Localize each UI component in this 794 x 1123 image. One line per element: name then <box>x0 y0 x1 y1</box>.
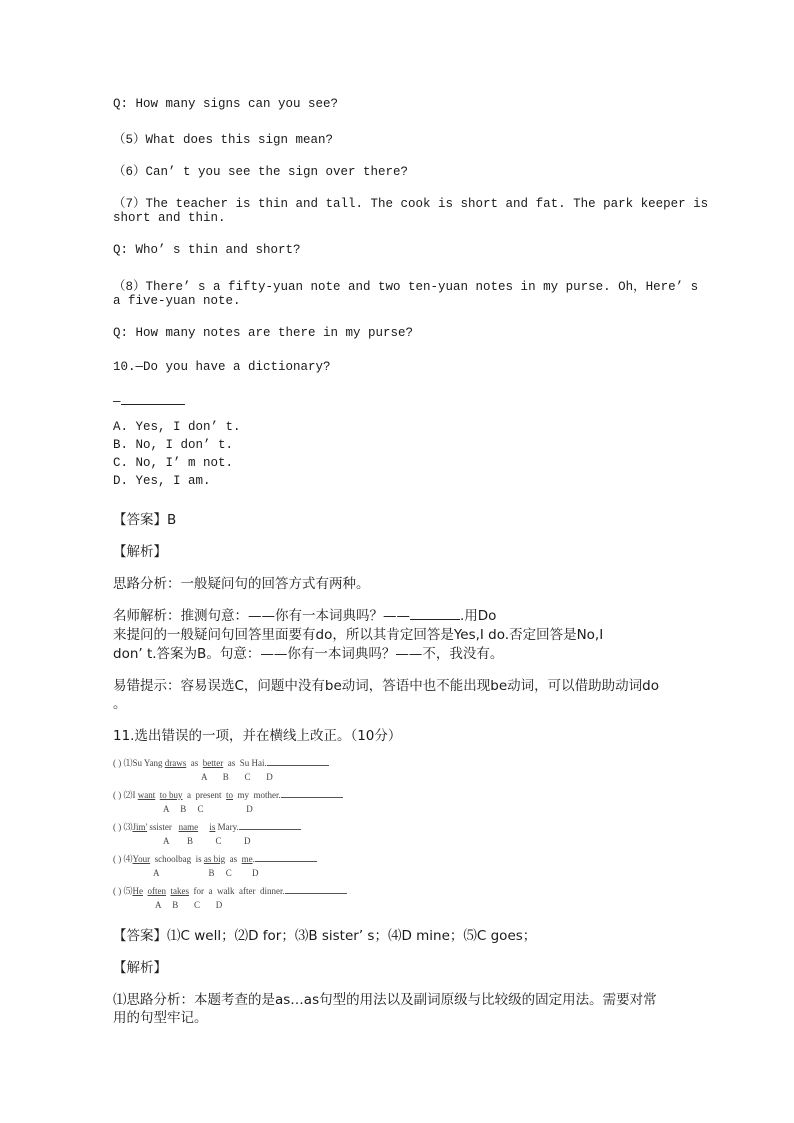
answer-blank <box>252 853 317 864</box>
text-span: . <box>252 854 255 864</box>
text-span: a present <box>182 790 226 800</box>
answer-blank <box>281 789 343 798</box>
underlined-option: to <box>226 790 234 800</box>
question-line: （6）Can’ t you see the sign over there? <box>113 165 409 179</box>
text-span: Su Hai. <box>239 758 267 768</box>
q11-answer: 【答案】⑴C well；⑵D for；⑶B sister’ s；⑷D mine；⑸C goes； <box>113 928 537 944</box>
underlined-option: to buy <box>159 790 183 800</box>
bracket-number: ( ) ⑴ <box>113 758 133 768</box>
q11-idea-line: ⑴思路分析：本题考查的是as…as句型的用法以及副词原级与比较级的固定用法。需要对常 <box>113 992 657 1008</box>
reply-dash: — <box>113 395 121 409</box>
q11-analysis-heading: 【解析】 <box>113 960 167 976</box>
text-span: 名师解析：推测句意：——你有一本词典吗？—— <box>113 608 410 624</box>
option-letters: A B C D <box>163 804 253 814</box>
underlined-option: name <box>178 822 199 832</box>
text-span: my mother. <box>233 790 281 800</box>
bracket-number: ( ) ⑶ <box>113 822 133 832</box>
paragraph-line: （8）There’ s a fifty-yuan note and two ten-yuan notes in my purse. Oh，Here’ s <box>113 280 699 294</box>
underlined-option: is <box>209 822 216 832</box>
exercise-row <box>113 756 329 769</box>
question-line: Q: How many notes are there in my purse? <box>113 326 414 340</box>
answer-blank <box>239 821 301 830</box>
underlined-option: as big <box>203 854 226 864</box>
q10-teacher-line <box>113 604 496 624</box>
underlined-option: better <box>202 758 224 768</box>
text-span: ssister <box>147 822 179 832</box>
exercise-row <box>113 852 317 865</box>
q10-stem: 10.—Do you have a dictionary? <box>113 360 331 374</box>
answer-blank <box>285 885 347 894</box>
text-span: as <box>225 854 242 864</box>
q10-reply <box>113 393 185 409</box>
underlined-option: draws <box>164 758 187 768</box>
exercise-row <box>113 820 301 833</box>
bracket-number: ( ) ⑷ <box>113 854 133 864</box>
underlined-option: takes <box>170 886 189 896</box>
text-span: schoolbag is <box>150 854 204 864</box>
q11-stem: 11.选出错误的一项，并在横线上改正。（10分） <box>113 728 402 744</box>
bracket-number: ( ) ⑵ <box>113 790 133 800</box>
exercise-image <box>113 750 473 910</box>
answer-blank <box>410 608 460 620</box>
text-span: as <box>186 758 203 768</box>
option-c: C. No, I’ m not. <box>113 456 234 470</box>
option-a: A. Yes, I don’ t. <box>113 420 241 434</box>
question-line: （5）What does this sign mean? <box>113 133 334 147</box>
text-span: Mary. <box>215 822 239 832</box>
underlined-option: me <box>241 854 253 864</box>
paragraph-line: （7）The teacher is thin and tall. The cook is short and fat. The park keeper is <box>113 197 709 211</box>
option-b: B. No, I don’ t. <box>113 438 234 452</box>
underlined-option: He <box>132 886 143 896</box>
option-d: D. Yes, I am. <box>113 474 211 488</box>
question-line: Q: How many signs can you see? <box>113 97 339 111</box>
question-line: Q: Who’ s thin and short? <box>113 243 301 257</box>
paragraph-line: short and thin. <box>113 211 226 225</box>
option-letters: A B C D <box>155 900 223 910</box>
q10-teacher-line: 来提问的一般疑问句回答里面要有do，所以其肯定回答是Yes,I do.否定回答是No,I <box>113 627 604 643</box>
answer-blank <box>121 393 185 405</box>
paragraph-line: a five-yuan note. <box>113 294 241 308</box>
exercise-row <box>113 884 347 897</box>
q10-tip-line: 易错提示：容易误选C，问题中没有be动词，答语中也不能出现be动词，可以借助助动词do <box>113 678 660 694</box>
q10-answer: 【答案】B <box>113 512 177 528</box>
underlined-option: want <box>137 790 156 800</box>
bracket-number: ( ) ⑸ <box>113 886 133 896</box>
underlined-option: Your <box>132 854 151 864</box>
q10-tip-line: 。 <box>113 696 127 712</box>
option-letters: A B C D <box>163 836 251 846</box>
q10-analysis-heading: 【解析】 <box>113 544 167 560</box>
text-span: .用Do <box>460 608 497 624</box>
exercise-row <box>113 788 343 801</box>
q11-idea-line: 用的句型牢记。 <box>113 1010 208 1026</box>
underlined-option: often <box>147 886 166 896</box>
q10-teacher-line: don’ t.答案为B。句意：——你有一本词典吗？——不，我没有。 <box>113 646 504 662</box>
text-span: for a walk after dinner. <box>189 886 285 896</box>
text-span: I <box>132 790 138 800</box>
answer-blank <box>267 757 329 766</box>
option-letters: A B C D <box>153 868 259 878</box>
underlined-option: Jim' <box>132 822 148 832</box>
text-span: as <box>223 758 240 768</box>
text-span <box>198 822 209 832</box>
text-span: Su Yang <box>132 758 165 768</box>
q10-idea: 思路分析：一般疑问句的回答方式有两种。 <box>113 576 370 592</box>
option-letters: A B C D <box>201 772 273 782</box>
